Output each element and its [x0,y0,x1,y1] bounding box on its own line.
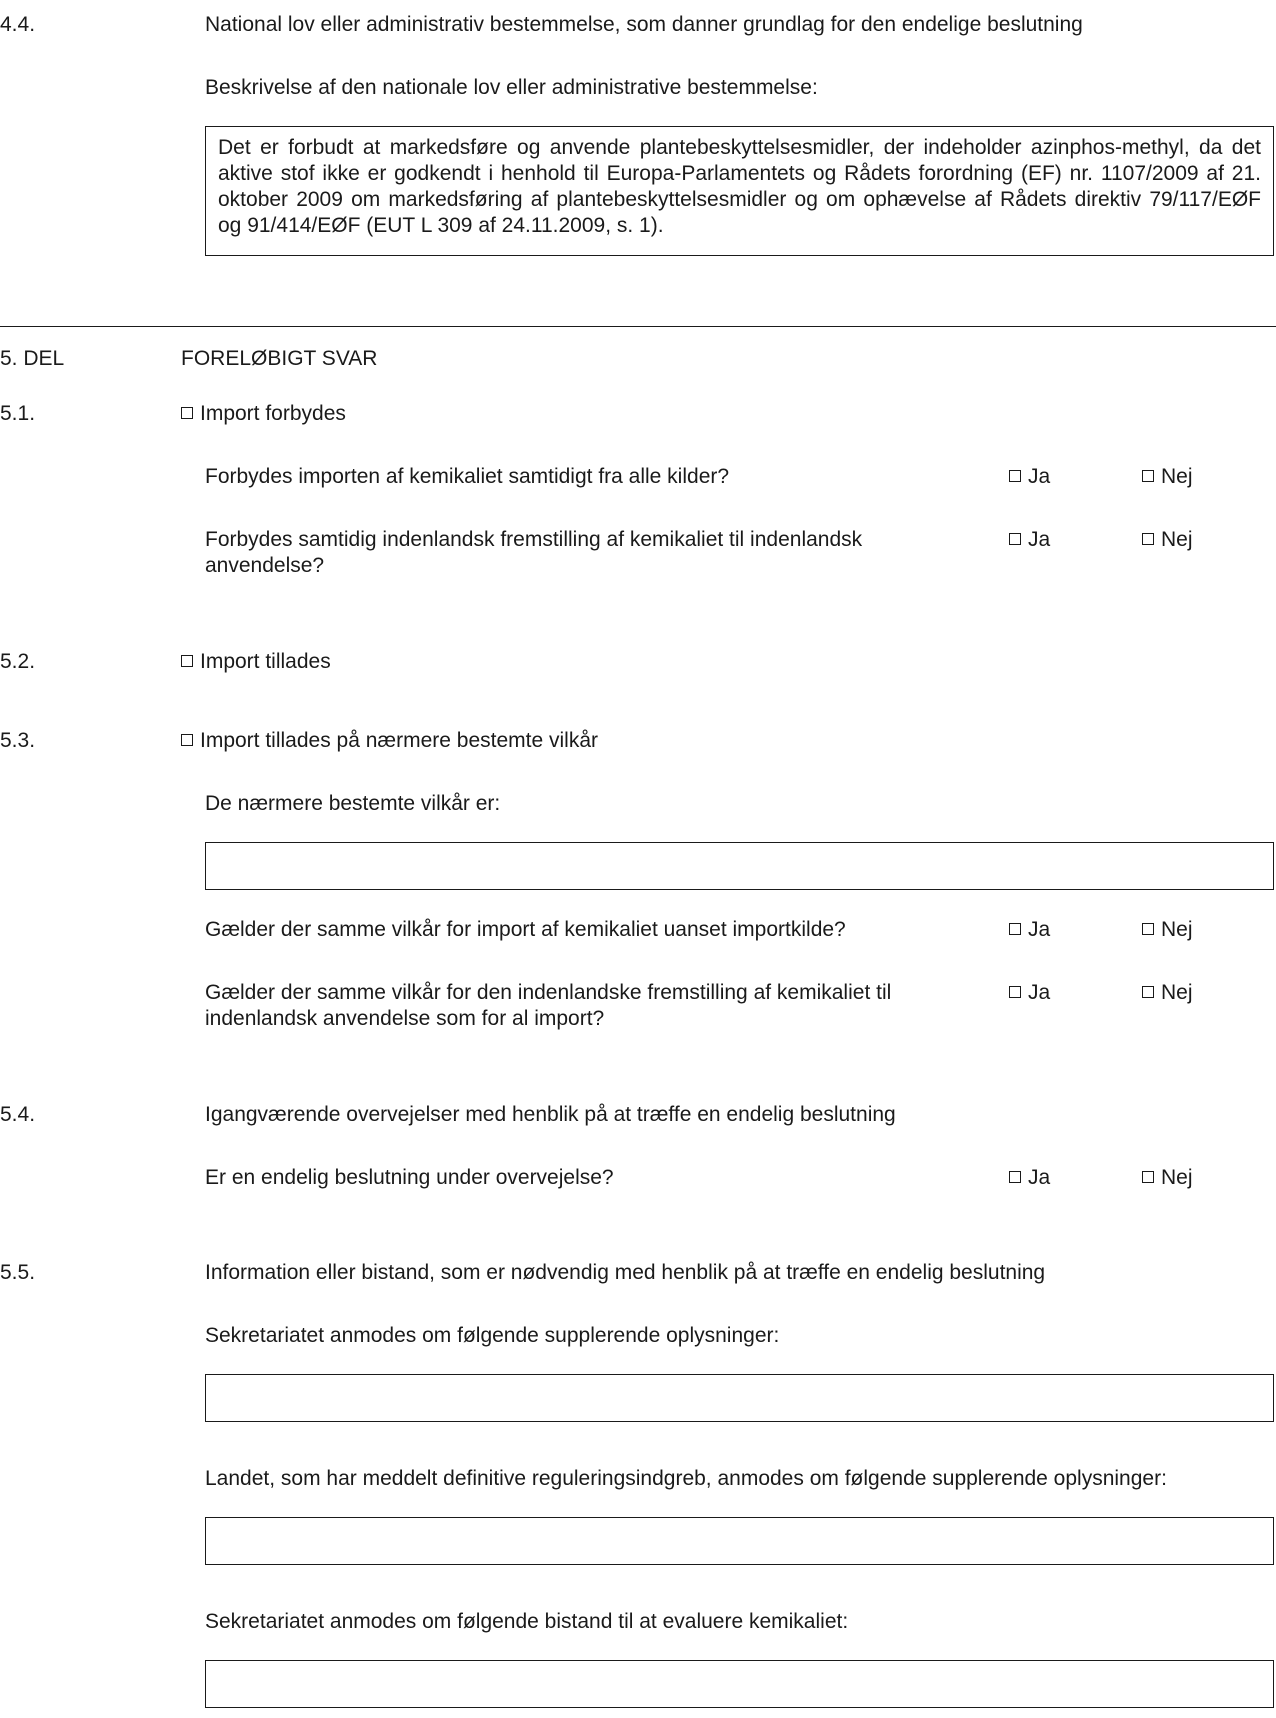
option-import-tillades[interactable] [181,649,331,675]
question-5-3-a: Gælder der samme vilkår for import af kemikaliet uanset importkilde? [205,918,846,941]
checkbox-5-4-a-ja[interactable] [1009,1171,1021,1183]
question-5-1-b-line2: anvendelse? [205,554,325,577]
country-info-field[interactable] [205,1517,1274,1565]
section-number-5-2: 5.2. [0,650,36,673]
conditions-field[interactable] [205,842,1274,890]
option-5-4-a-ja[interactable] [1009,1165,1050,1191]
section-divider [0,326,1276,327]
checkbox-5-4-a-nej[interactable] [1142,1171,1154,1183]
checkbox-5-1-b-nej[interactable] [1142,533,1154,545]
option-5-1-b-ja[interactable] [1009,527,1050,553]
question-5-3-b-line2: indenlandsk anvendelse som for al import? [205,1007,605,1030]
option-import-vilkaar[interactable] [181,728,598,754]
option-label: Ja [1028,1166,1051,1189]
section-number-5-5: 5.5. [0,1261,36,1284]
secretariat-assistance-field[interactable] [205,1660,1274,1708]
secretariat-info-field[interactable] [205,1374,1274,1422]
country-info-label: Landet, som har meddelt definitive reguleringsindgreb, anmodes om følgende supplerende oplysninger: [205,1467,1167,1490]
option-label: Nej [1161,918,1193,941]
part-title: FORELØBIGT SVAR [181,347,378,370]
option-import-forbydes[interactable] [181,401,346,427]
question-5-3-b-line1: Gælder der samme vilkår for den indenlandske fremstilling af kemikaliet til [205,981,892,1004]
option-label: Nej [1161,528,1193,551]
option-label: Ja [1028,528,1051,551]
option-label: Ja [1028,981,1051,1004]
conditions-label: De nærmere bestemte vilkår er: [205,792,501,815]
section-number-5-1: 5.1. [0,402,36,425]
checkbox-5-3-b-ja[interactable] [1009,986,1021,998]
option-label: Nej [1161,981,1193,1004]
question-5-1-b-line1: Forbydes samtidig indenlandsk fremstilling af kemikaliet til indenlandsk [205,528,863,551]
checkbox-5-1-a-nej[interactable] [1142,470,1154,482]
option-label: Ja [1028,465,1051,488]
section-title-4-4: National lov eller administrativ bestemmelse, som danner grundlag for den endelige beslutning [205,13,1083,36]
checkbox-5-1-b-ja[interactable] [1009,533,1021,545]
checkbox-import-tillades[interactable] [181,655,193,667]
option-5-3-a-nej[interactable] [1142,917,1193,943]
checkbox-5-3-b-nej[interactable] [1142,986,1154,998]
section-number-5-3: 5.3. [0,729,36,752]
section-title-5-5: Information eller bistand, som er nødvendig med henblik på at træffe en endelig beslutning [205,1261,1046,1284]
checkbox-import-vilkaar[interactable] [181,734,193,746]
option-label: Nej [1161,465,1193,488]
section-number-5-4: 5.4. [0,1103,36,1126]
option-5-1-a-nej[interactable] [1142,464,1193,490]
option-label: Import tillades på nærmere bestemte vilkår [200,729,598,752]
checkbox-5-1-a-ja[interactable] [1009,470,1021,482]
description-label: Beskrivelse af den nationale lov eller administrative bestemmelse: [205,76,818,99]
option-label: Import forbydes [200,402,346,425]
checkbox-5-3-a-nej[interactable] [1142,923,1154,935]
secretariat-info-label: Sekretariatet anmodes om følgende supplerende oplysninger: [205,1324,780,1347]
question-5-4-a: Er en endelig beslutning under overvejelse? [205,1166,614,1189]
secretariat-assistance-label: Sekretariatet anmodes om følgende bistand til at evaluere kemikaliet: [205,1610,849,1633]
checkbox-import-forbydes[interactable] [181,407,193,419]
option-5-3-a-ja[interactable] [1009,917,1050,943]
question-5-1-a: Forbydes importen af kemikaliet samtidigt fra alle kilder? [205,465,730,488]
option-label: Import tillades [200,650,331,673]
option-5-1-b-nej[interactable] [1142,527,1193,553]
option-label: Ja [1028,918,1051,941]
section-title-5-4: Igangværende overvejelser med henblik på at træffe en endelig beslutning [205,1103,896,1126]
option-5-1-a-ja[interactable] [1009,464,1050,490]
checkbox-5-3-a-ja[interactable] [1009,923,1021,935]
section-number-4-4: 4.4. [0,13,36,36]
description-text-box: Det er forbudt at markedsføre og anvende plantebeskyttelsesmidler, der indeholder azinphos-methyl, da det aktive stof ikke er godkendt i henhold til Europa-Parlamentets og Rådets forordning (EF) nr. 1107/2009 af 21. oktober 2009 om markedsføring af plantebeskyttelsesmidler og om ophævelse af Rådets direktiv 79/117/EØF og 91/414/EØF (EUT L 309 af 24.11.2009, s. 1). [205,126,1274,256]
option-5-3-b-nej[interactable] [1142,980,1193,1006]
option-5-4-a-nej[interactable] [1142,1165,1193,1191]
part-number: 5. DEL [0,347,65,370]
option-5-3-b-ja[interactable] [1009,980,1050,1006]
option-label: Nej [1161,1166,1193,1189]
